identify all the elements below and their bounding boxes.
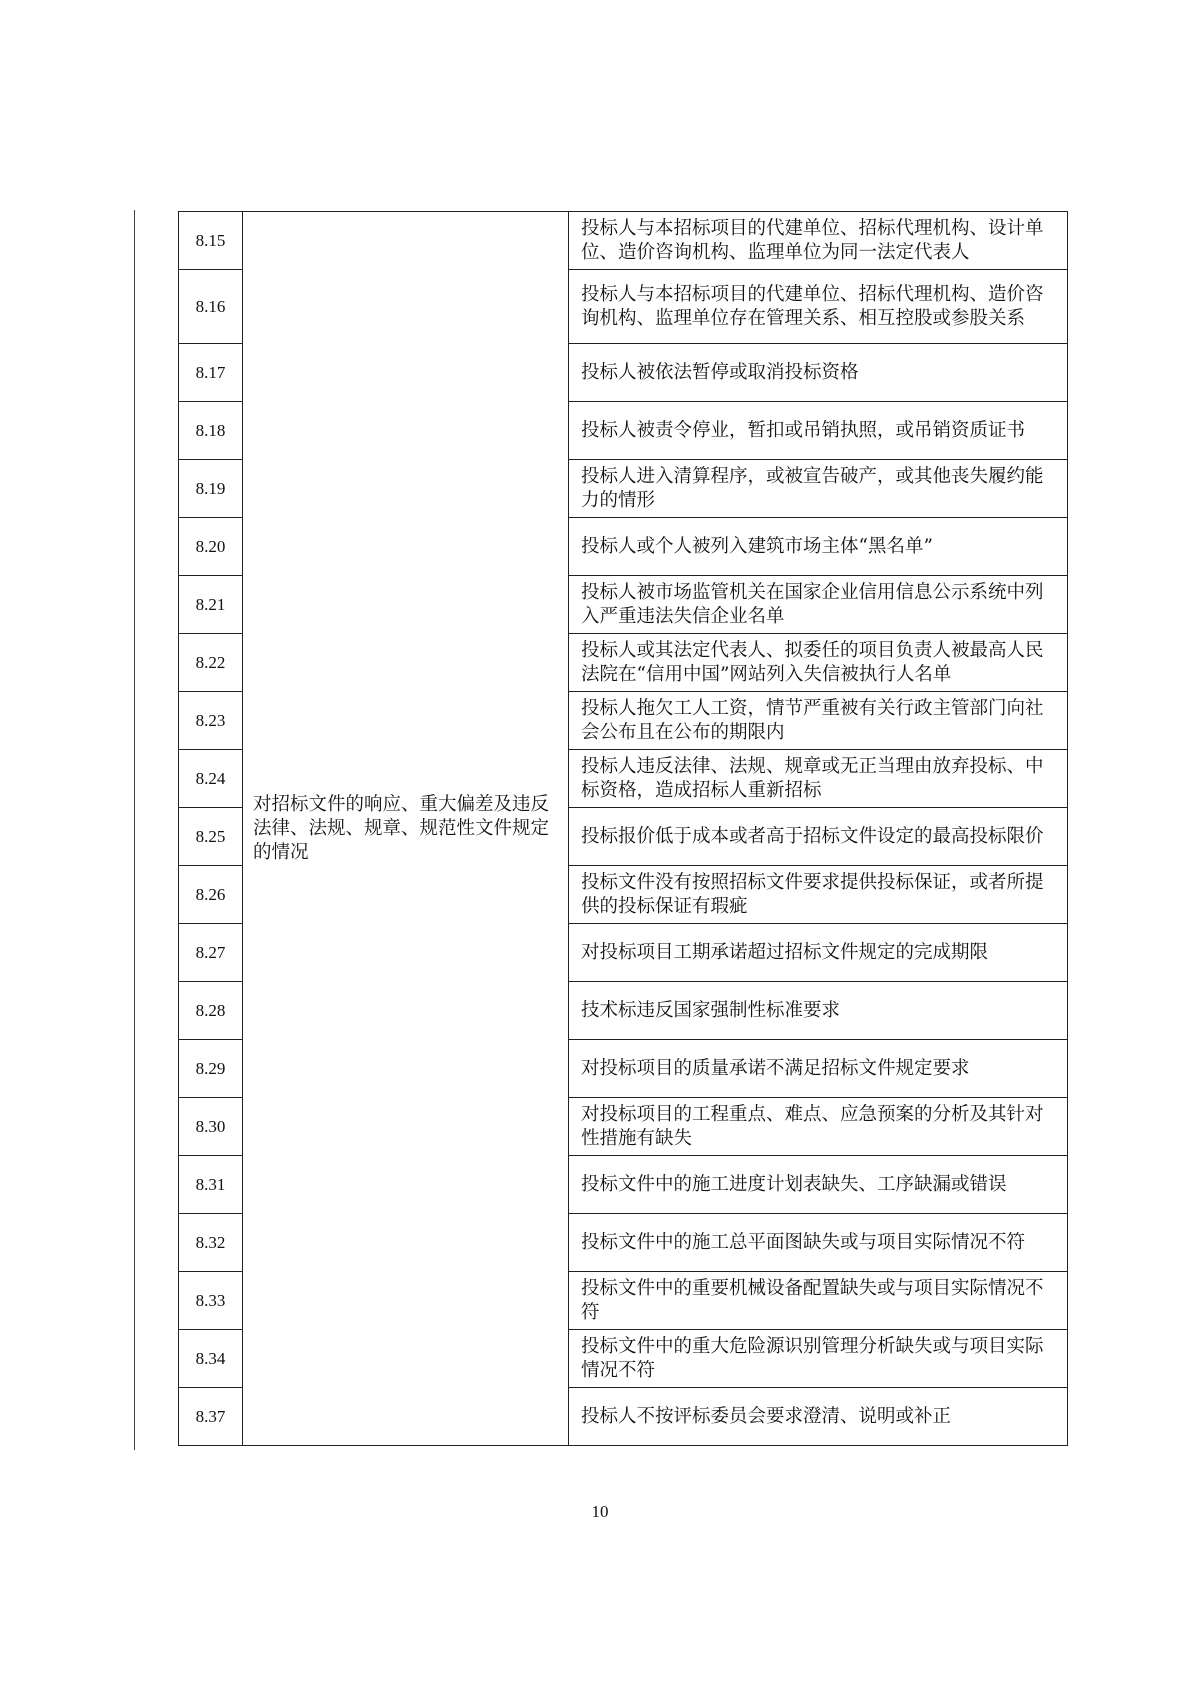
item-number: 8.19 bbox=[179, 460, 243, 518]
item-number: 8.27 bbox=[179, 924, 243, 982]
margin-line bbox=[134, 210, 135, 1450]
item-number: 8.21 bbox=[179, 576, 243, 634]
item-description: 投标人与本招标项目的代建单位、招标代理机构、造价咨询机构、监理单位存在管理关系、相互控股或参股关系 bbox=[569, 270, 1068, 344]
item-description: 对投标项目的质量承诺不满足招标文件规定要求 bbox=[569, 1040, 1068, 1098]
item-description: 投标人违反法律、法规、规章或无正当理由放弃投标、中标资格，造成招标人重新招标 bbox=[569, 750, 1068, 808]
item-number: 8.15 bbox=[179, 212, 243, 270]
item-description: 投标人与本招标项目的代建单位、招标代理机构、设计单位、造价咨询机构、监理单位为同一法定代表人 bbox=[569, 212, 1068, 270]
item-description: 投标人被市场监管机关在国家企业信用信息公示系统中列入严重违法失信企业名单 bbox=[569, 576, 1068, 634]
item-number: 8.28 bbox=[179, 982, 243, 1040]
item-description: 投标人被依法暂停或取消投标资格 bbox=[569, 344, 1068, 402]
item-description: 投标报价低于成本或者高于招标文件设定的最高投标限价 bbox=[569, 808, 1068, 866]
item-description: 投标文件中的施工总平面图缺失或与项目实际情况不符 bbox=[569, 1214, 1068, 1272]
item-number: 8.24 bbox=[179, 750, 243, 808]
item-number: 8.29 bbox=[179, 1040, 243, 1098]
item-number: 8.34 bbox=[179, 1330, 243, 1388]
item-number: 8.18 bbox=[179, 402, 243, 460]
item-number: 8.33 bbox=[179, 1272, 243, 1330]
item-description: 投标人被责令停业，暂扣或吊销执照，或吊销资质证书 bbox=[569, 402, 1068, 460]
item-description: 投标文件中的施工进度计划表缺失、工序缺漏或错误 bbox=[569, 1156, 1068, 1214]
criteria-table bbox=[178, 211, 1068, 1446]
item-description: 投标人拖欠工人工资，情节严重被有关行政主管部门向社会公布且在公布的期限内 bbox=[569, 692, 1068, 750]
item-description: 投标文件中的重要机械设备配置缺失或与项目实际情况不符 bbox=[569, 1272, 1068, 1330]
item-description: 投标文件没有按照招标文件要求提供投标保证，或者所提供的投标保证有瑕疵 bbox=[569, 866, 1068, 924]
item-number: 8.25 bbox=[179, 808, 243, 866]
item-description: 投标人不按评标委员会要求澄清、说明或补正 bbox=[569, 1388, 1068, 1446]
item-description: 投标人进入清算程序，或被宣告破产，或其他丧失履约能力的情形 bbox=[569, 460, 1068, 518]
item-number: 8.32 bbox=[179, 1214, 243, 1272]
item-number: 8.26 bbox=[179, 866, 243, 924]
table-row bbox=[179, 212, 1068, 270]
item-number: 8.31 bbox=[179, 1156, 243, 1214]
item-number: 8.37 bbox=[179, 1388, 243, 1446]
item-description: 技术标违反国家强制性标准要求 bbox=[569, 982, 1068, 1040]
item-number: 8.30 bbox=[179, 1098, 243, 1156]
item-number: 8.16 bbox=[179, 270, 243, 344]
page-number: 10 bbox=[591, 1502, 609, 1521]
item-description: 对投标项目的工程重点、难点、应急预案的分析及其针对性措施有缺失 bbox=[569, 1098, 1068, 1156]
item-number: 8.20 bbox=[179, 518, 243, 576]
item-number: 8.17 bbox=[179, 344, 243, 402]
category-cell: 对招标文件的响应、重大偏差及违反法律、法规、规章、规范性文件规定的情况 bbox=[243, 212, 569, 1446]
item-description: 对投标项目工期承诺超过招标文件规定的完成期限 bbox=[569, 924, 1068, 982]
item-description: 投标人或个人被列入建筑市场主体“黑名单” bbox=[569, 518, 1068, 576]
item-number: 8.23 bbox=[179, 692, 243, 750]
item-description: 投标文件中的重大危险源识别管理分析缺失或与项目实际情况不符 bbox=[569, 1330, 1068, 1388]
item-description: 投标人或其法定代表人、拟委任的项目负责人被最高人民法院在“信用中国”网站列入失信被执行人名单 bbox=[569, 634, 1068, 692]
item-number: 8.22 bbox=[179, 634, 243, 692]
